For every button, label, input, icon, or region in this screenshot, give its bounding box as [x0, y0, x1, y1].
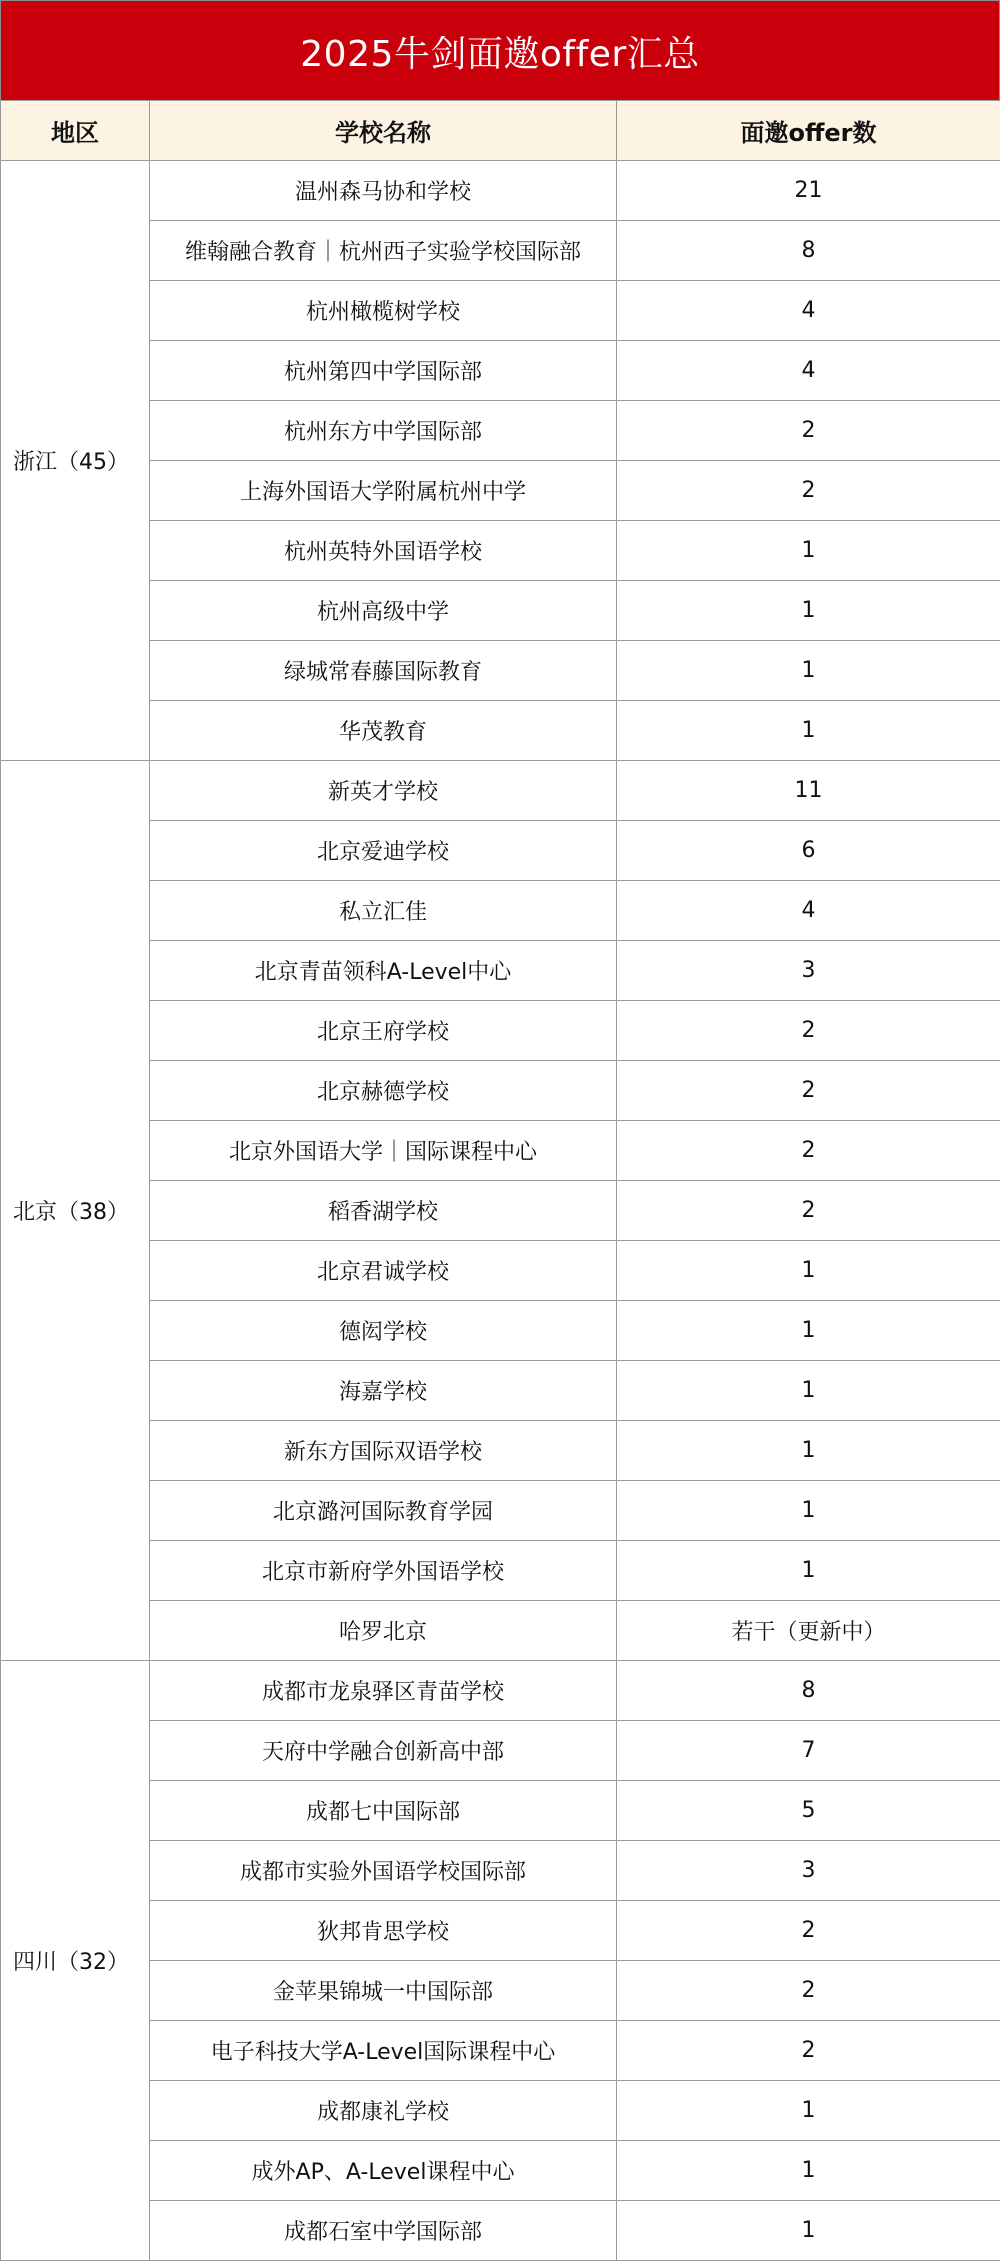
region-cell: 北京（38） — [1, 761, 150, 1661]
school-name-cell: 杭州橄榄树学校 — [150, 281, 617, 341]
table-row — [1, 881, 1000, 941]
offer-count-cell: 4 — [617, 341, 1000, 401]
offer-count-cell: 若干（更新中） — [617, 1601, 1000, 1661]
offer-count-cell: 4 — [617, 281, 1000, 341]
table-row — [1, 221, 1000, 281]
school-name-cell: 北京王府学校 — [150, 1001, 617, 1061]
region-cell: 浙江（45） — [1, 161, 150, 761]
school-name-cell: 哈罗北京 — [150, 1601, 617, 1661]
school-name-cell: 杭州高级中学 — [150, 581, 617, 641]
school-name-cell: 北京赫德学校 — [150, 1061, 617, 1121]
offer-count-cell: 5 — [617, 1781, 1000, 1841]
offer-count-cell: 1 — [617, 2201, 1000, 2261]
school-name-cell: 金苹果锦城一中国际部 — [150, 1961, 617, 2021]
school-name-cell: 成都市龙泉驿区青苗学校 — [150, 1661, 617, 1721]
school-name-cell: 北京外国语大学｜国际课程中心 — [150, 1121, 617, 1181]
table-row — [1, 401, 1000, 461]
school-name-cell: 新英才学校 — [150, 761, 617, 821]
table-row — [1, 941, 1000, 1001]
table-row — [1, 2021, 1000, 2081]
table-row — [1, 281, 1000, 341]
region-cell: 四川（32） — [1, 1661, 150, 2261]
offer-count-cell: 2 — [617, 461, 1000, 521]
offer-count-cell: 1 — [617, 1541, 1000, 1601]
table-row — [1, 1361, 1000, 1421]
table-row — [1, 1181, 1000, 1241]
table-title: 2025牛剑面邀offer汇总 — [0, 0, 1000, 102]
table-row — [1, 1781, 1000, 1841]
school-name-cell: 稻香湖学校 — [150, 1181, 617, 1241]
offer-count-cell: 8 — [617, 1661, 1000, 1721]
school-name-cell: 北京君诚学校 — [150, 1241, 617, 1301]
offer-table — [0, 100, 1000, 2261]
table-row — [1, 1001, 1000, 1061]
table-row — [1, 1421, 1000, 1481]
offer-count-cell: 7 — [617, 1721, 1000, 1781]
table-row — [1, 1481, 1000, 1541]
offer-count-cell: 3 — [617, 1841, 1000, 1901]
header-row — [1, 101, 1000, 161]
offer-count-cell: 21 — [617, 161, 1000, 221]
school-name-cell: 绿城常春藤国际教育 — [150, 641, 617, 701]
table-row — [1, 2201, 1000, 2261]
offer-count-cell: 1 — [617, 701, 1000, 761]
offer-count-cell: 1 — [617, 1241, 1000, 1301]
school-name-cell: 北京爱迪学校 — [150, 821, 617, 881]
table-row — [1, 2081, 1000, 2141]
school-name-cell: 杭州第四中学国际部 — [150, 341, 617, 401]
header-offers: 面邀offer数 — [617, 101, 1000, 161]
school-name-cell: 杭州东方中学国际部 — [150, 401, 617, 461]
school-name-cell: 成都康礼学校 — [150, 2081, 617, 2141]
table-row — [1, 1841, 1000, 1901]
table-row — [1, 701, 1000, 761]
school-name-cell: 北京潞河国际教育学园 — [150, 1481, 617, 1541]
offer-count-cell: 2 — [617, 1181, 1000, 1241]
table-row — [1, 1121, 1000, 1181]
offer-count-cell: 4 — [617, 881, 1000, 941]
offer-count-cell: 2 — [617, 1901, 1000, 1961]
school-name-cell: 杭州英特外国语学校 — [150, 521, 617, 581]
table-row — [1, 1721, 1000, 1781]
school-name-cell: 电子科技大学A-Level国际课程中心 — [150, 2021, 617, 2081]
school-name-cell: 天府中学融合创新高中部 — [150, 1721, 617, 1781]
offer-count-cell: 2 — [617, 1961, 1000, 2021]
school-name-cell: 私立汇佳 — [150, 881, 617, 941]
offer-count-cell: 2 — [617, 1061, 1000, 1121]
school-name-cell: 成都石室中学国际部 — [150, 2201, 617, 2261]
school-name-cell: 新东方国际双语学校 — [150, 1421, 617, 1481]
school-name-cell: 成外AP、A-Level课程中心 — [150, 2141, 617, 2201]
offer-count-cell: 1 — [617, 1361, 1000, 1421]
offer-count-cell: 1 — [617, 1421, 1000, 1481]
table-row — [1, 581, 1000, 641]
school-name-cell: 狄邦肯思学校 — [150, 1901, 617, 1961]
table-row — [1, 521, 1000, 581]
table-row — [1, 1661, 1000, 1721]
table-row — [1, 641, 1000, 701]
school-name-cell: 北京市新府学外国语学校 — [150, 1541, 617, 1601]
table-row — [1, 341, 1000, 401]
table-row — [1, 1301, 1000, 1361]
table-row — [1, 821, 1000, 881]
table-row — [1, 161, 1000, 221]
offer-count-cell: 1 — [617, 641, 1000, 701]
offer-count-cell: 1 — [617, 2081, 1000, 2141]
school-name-cell: 温州森马协和学校 — [150, 161, 617, 221]
table-row — [1, 1601, 1000, 1661]
offer-count-cell: 1 — [617, 521, 1000, 581]
offer-count-cell: 1 — [617, 581, 1000, 641]
header-school: 学校名称 — [150, 101, 617, 161]
school-name-cell: 华茂教育 — [150, 701, 617, 761]
offer-count-cell: 1 — [617, 2141, 1000, 2201]
header-region: 地区 — [1, 101, 150, 161]
offer-count-cell: 2 — [617, 1121, 1000, 1181]
table-body — [1, 161, 1000, 2261]
offer-count-cell: 11 — [617, 761, 1000, 821]
table-row — [1, 2141, 1000, 2201]
table-row — [1, 761, 1000, 821]
school-name-cell: 成都市实验外国语学校国际部 — [150, 1841, 617, 1901]
offer-count-cell: 2 — [617, 1001, 1000, 1061]
offer-count-cell: 1 — [617, 1301, 1000, 1361]
offer-count-cell: 2 — [617, 401, 1000, 461]
table-row — [1, 1901, 1000, 1961]
table-row — [1, 1241, 1000, 1301]
school-name-cell: 德闳学校 — [150, 1301, 617, 1361]
table-row — [1, 461, 1000, 521]
school-name-cell: 上海外国语大学附属杭州中学 — [150, 461, 617, 521]
offer-count-cell: 1 — [617, 1481, 1000, 1541]
offer-count-cell: 6 — [617, 821, 1000, 881]
table-row — [1, 1541, 1000, 1601]
table-row — [1, 1061, 1000, 1121]
school-name-cell: 海嘉学校 — [150, 1361, 617, 1421]
school-name-cell: 维翰融合教育｜杭州西子实验学校国际部 — [150, 221, 617, 281]
school-name-cell: 北京青苗领科A-Level中心 — [150, 941, 617, 1001]
school-name-cell: 成都七中国际部 — [150, 1781, 617, 1841]
offer-count-cell: 2 — [617, 2021, 1000, 2081]
offer-count-cell: 3 — [617, 941, 1000, 1001]
table-row — [1, 1961, 1000, 2021]
offer-count-cell: 8 — [617, 221, 1000, 281]
